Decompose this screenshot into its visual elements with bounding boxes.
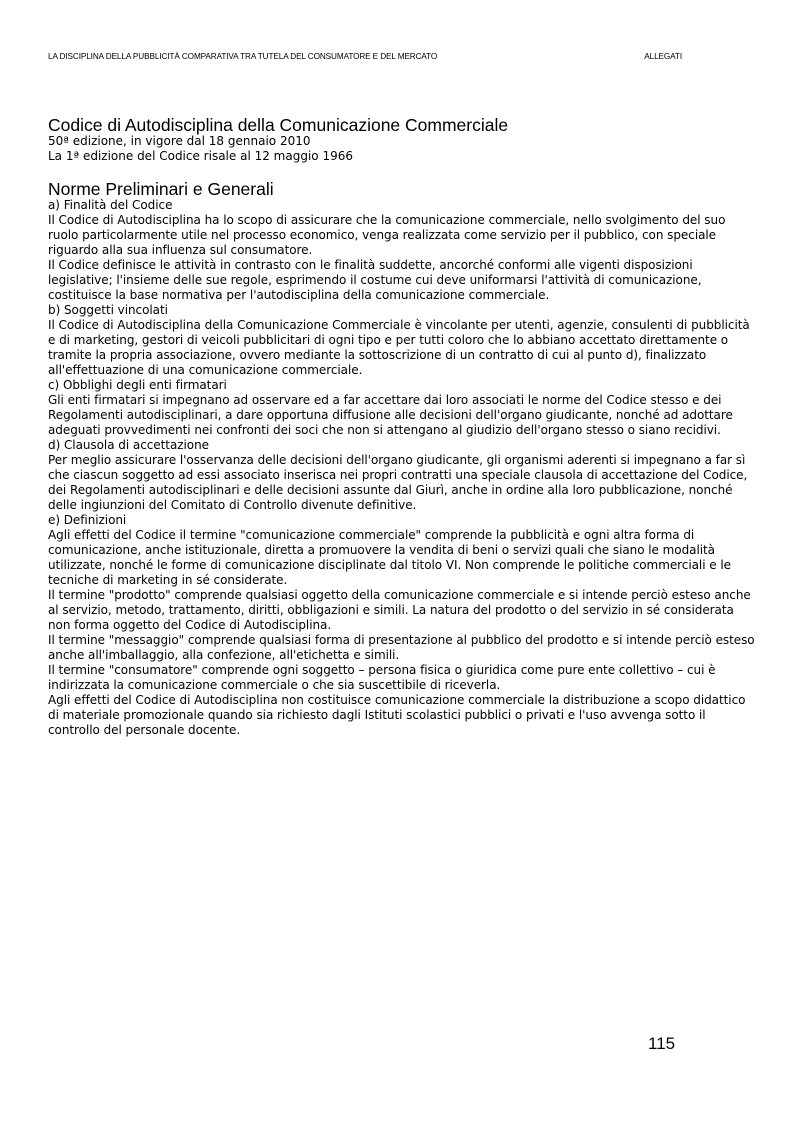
paragraph: Il Codice definisce le attività in contrasto con le finalità suddette, ancorché conformi alle vigenti disposizioni legislative; l'insieme delle sue regole, esprimendo il costume cui deve uniformarsi l'attività di comunicazione, costituisce la base normativa per l'autodisciplina della comunicazione commerciale. (48, 258, 702, 302)
page-number: 115 (648, 1034, 676, 1053)
paragraph: Agli effetti del Codice il termine "comunicazione commerciale" comprende la pubblicità e ogni altra forma di comunicazione, anche istituzionale, diretta a promuovere la vendita di beni o servizi quali che siano le modalità utilizzate, nonché le forme di comunicazione disciplinate dal titolo VI. Non comprende le politiche commerciali e le tecniche di marketing in sé considerate. (48, 528, 731, 587)
running-header-section: ALLEGATI (644, 52, 682, 61)
subheading-soggetti: b) Soggetti vincolati (48, 303, 168, 317)
paragraph: Agli effetti del Codice di Autodisciplina non costituisce comunicazione commerciale la distribuzione a scopo didattico di materiale promozionale quando sia richiesto dagli Istituti scolastici pubblici o privati e l'uso avvenga sotto il controllo del personale docente. (48, 693, 746, 737)
paragraph: Gli enti firmatari si impegnano ad osservare ed a far accettare dai loro associati le norme del Codice stesso e dei Regolamenti autodisciplinari, a dare opportuna diffusione alle decisioni dell'organo giudicante, nonché ad adottare adeguati provvedimenti nei confronti dei soci che non si attengano al giudizio dell'organo stesso o siano recidivi. (48, 393, 733, 437)
first-edition-line: La 1ª edizione del Codice risale al 12 maggio 1966 (48, 149, 353, 163)
paragraph: Per meglio assicurare l'osservanza delle decisioni dell'organo giudicante, gli organismi aderenti si impegnano a far sì che ciascun soggetto ad essi associato inserisca nei propri contratti una speciale clausola di accettazione del Codice, dei Regolamenti autodisciplinari e delle decisioni assunte dal Giurì, anche in ordine alla loro pubblicazione, nonché delle ingiunzioni del Comitato di Controllo divenute definitive. (48, 453, 748, 512)
paragraph: Il Codice di Autodisciplina ha lo scopo di assicurare che la comunicazione commerciale, nello svolgimento del suo ruolo particolarmente utile nel processo economico, venga realizzata come servizio per il pubblico, con speciale riguardo alla sua influenza sul consumatore. (48, 213, 726, 257)
paragraph: Il Codice di Autodisciplina della Comunicazione Commerciale è vincolante per utenti, agenzie, consulenti di pubblicità e di marketing, gestori di veicoli pubblicitari di ogni tipo e per tutti coloro che lo abbiano accettato direttamente o tramite la propria associazione, ovvero mediante la sottoscrizione di un contratto di cui al punto d), finalizzato all'effettuazione di una comunicazione commerciale. (48, 318, 750, 377)
edition-info (48, 134, 353, 164)
running-header (48, 52, 682, 64)
subheading-clausola: d) Clausola di accettazione (48, 438, 209, 452)
section-title: Norme Preliminari e Generali (48, 179, 274, 199)
document-title: Codice di Autodisciplina della Comunicazione Commerciale (48, 115, 509, 135)
edition-line: 50ª edizione, in vigore dal 18 gennaio 2010 (48, 134, 311, 148)
subheading-definizioni: e) Definizioni (48, 513, 127, 527)
subheading-finalita: a) Finalità del Codice (48, 198, 173, 212)
running-header-title: LA DISCIPLINA DELLA PUBBLICITÀ COMPARATIVA TRA TUTELA DEL CONSUMATORE E DEL MERCATO (48, 52, 438, 61)
section-body (48, 198, 756, 738)
paragraph: Il termine "prodotto" comprende qualsiasi oggetto della comunicazione commerciale e si intende perciò esteso anche al servizio, metodo, trattamento, diritti, obbligazioni e simili. La natura del prodotto o del servizio in sé considerata non forma oggetto del Codice di Autodisciplina. (48, 588, 751, 632)
paragraph: Il termine "messaggio" comprende qualsiasi forma di presentazione al pubblico del prodotto e si intende perciò esteso anche all'imballaggio, alla confezione, all'etichetta e simili. (48, 633, 755, 662)
subheading-obblighi: c) Obblighi degli enti firmatari (48, 378, 227, 392)
paragraph: Il termine "consumatore" comprende ogni soggetto – persona fisica o giuridica come pure ente collettivo – cui è indirizzata la comunicazione commerciale o che sia suscettibile di riceverla. (48, 663, 716, 692)
